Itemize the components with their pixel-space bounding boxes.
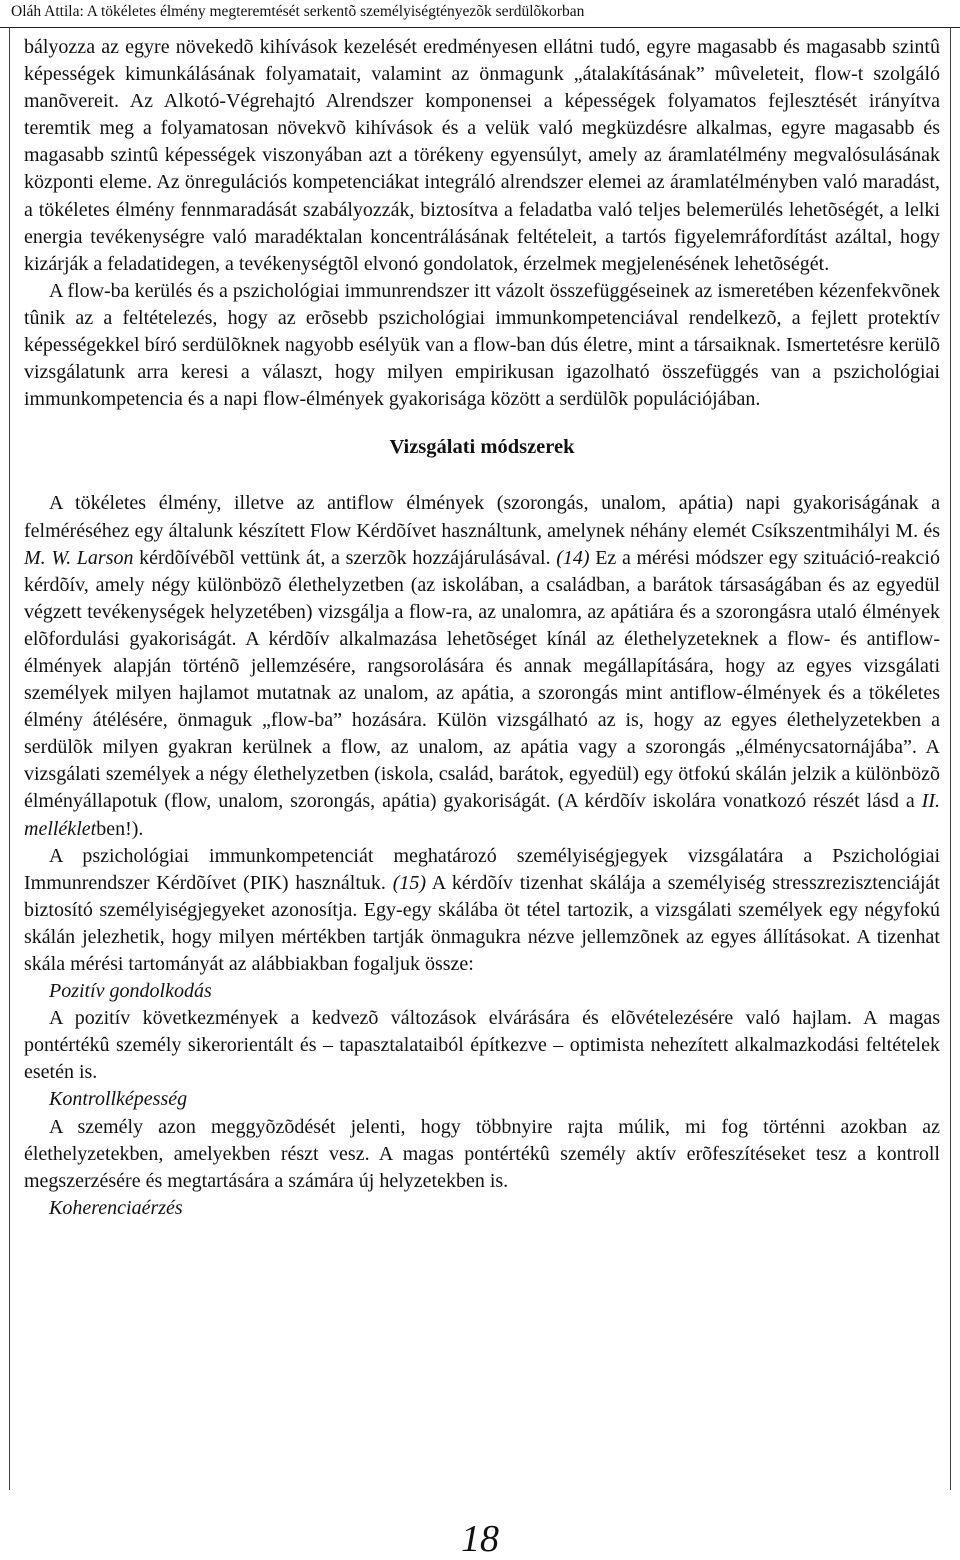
body-text (24, 34, 940, 1222)
paragraph-2: A flow-ba kerülés és a pszichológiai immunrendszer itt vázolt összefüggéseinek az ismeretében kézenfekvõnek tûnik az a feltételezés, hogy az erõsebb pszichológiai immunkompetenciával rendelkezõ, a fejlett protektív képességekkel bíró serdülõknek nagyobb esélyük van a flow-ban dús életre, mint a társaiknak. Ismertetésre kerülõ vizsgálatunk arra keresi a választ, hogy milyen empirikusan igazolható összefüggés van a pszichológiai immunkompetencia és a napi flow-élmények gyakorisága között a serdülõk populációjában. (24, 279, 940, 411)
paragraph-5: A pozitív következmények a kedvezõ változások elvárására és elõvételezésére való hajlam. A magas pontértékû személy sikerorientált és – tapasztalataiból építkezve – optimista nehezített alkalmazkodási feltételek esetén is. (24, 1007, 940, 1084)
paragraph-3-text-d: ben!). (96, 817, 144, 840)
paragraph-4 (24, 843, 940, 978)
paragraph-4-text-a: A pszichológiai immunkompetenciát meghatározó személyiségjegyek vizsgálatára a Pszichológiai Immunrendszer Kérdõívet (PIK) használtuk. (24, 844, 940, 894)
appendix-reference: II. melléklet (24, 790, 940, 840)
paragraph-1: bályozza az egyre növekedõ kihívások kezelését eredményesen ellátni tudó, egyre magasabb és magasabb szintû képességek kimunkálásának folyamatait, valamint az önmagunk „átalakításának” mûveleteit, flow-t szolgáló manõvereit. Az Alkotó-Végrehajtó Alrendszer komponensei a képességek folyamatos fejlesztését irányítva teremtik meg a folyamatosan növekvõ kihívások és a velük való megküzdésre alkalmas, egyre magasabb és magasabb szintû képességek viszonyában azt a törékeny egyensúlyt, amely az áramlatélmény megvalósulásának központi eleme. Az önregulációs kompetenciákat integráló alrendszer elemei az áramlatélményben való maradást, a tökéletes élmény fennmaradását szabályozzák, biztosítva a feladatba való teljes belemerülés lehetõségét, a lelki energia tevékenységre való maradéktalan koncentrálásának feltételeit, a tartós figyelemráfordítást azáltal, hogy kizárják a feladatidegen, a tevékenységtõl elvonó gondolatok, érzelmek megjelenésének lehetõségét. (24, 36, 940, 275)
header-rule (0, 27, 960, 28)
subheading-control: Kontrollképesség (49, 1088, 188, 1111)
left-margin-rule (9, 28, 10, 1490)
author-name: M. W. Larson (24, 546, 134, 569)
reference-15: (15) (392, 871, 427, 894)
paragraph-3 (24, 490, 940, 842)
right-margin-rule (950, 28, 951, 1490)
subheading-positive-thinking: Pozitív gondolkodás (49, 980, 212, 1003)
paragraph-6: A személy azon meggyõzõdését jelenti, hogy többnyire rajta múlik, mi fog történni azokban az élethelyzetekben, amelyekben részt vesz. A magas pontértékû személy aktív erõfeszítéseket tesz a kontroll megszerzésére és megtartására a számára új helyzetekben is. (24, 1115, 940, 1192)
page-number: 18 (461, 1518, 499, 1560)
paragraph-4-text-b: A kérdõív tizenhat skálája a személyiség stresszrezisztenciáját biztosító személyiségjegyeket azonosítja. Egy-egy skálába öt tétel tartozik, a vizsgálati személyek egy négyfokú skálán jelezhetik, hogy milyen mértékben tartják önmagukra nézve jellemzõnek az egyes állításokat. A tizenhat skála mérési tartományát az alábbiakban fogaljuk össze: (24, 871, 940, 975)
subheading-coherence: Koherenciaérzés (49, 1196, 183, 1219)
paragraph-3-text-a: A tökéletes élmény, illetve az antiflow élmények (szorongás, unalom, apátia) napi gyakoriságának a felméréséhez egy általunk készített Flow Kérdõívet használtunk, amelynek néhány elemét Csíkszentmihályi M. és (24, 492, 940, 542)
paragraph-3-text-c: Ez a mérési módszer egy szituáció-reakció kérdõív, amely négy különbözõ élethelyzetben (az iskolában, a családban, a barátok társaságában és az egyedül végzett tevékenységek helyzetében) vizsgálja a flow-ra, az unalomra, az apátiára és a szorongásra utaló élmények elõfordulási gyakoriságát. A kérdõív alkalmazása lehetõséget kínál az élethelyzeteknek a flow- és antiflow-élmények alapján történõ jellemzésére, rangsorolására és annak megállapítására, hogy az egyes vizsgálati személyek milyen hajlamot mutatnak az unalom, az apátia, a szorongás mint antiflow-élmények és a tökéletes élmény átélésére, önmaguk „flow-ba” hozására. Külön vizsgálható az is, hogy az egyes élethelyzetekben a serdülõk milyen gyakran kerülnek a flow, az unalom, az apátia vagy a szorongás „élménycsatornájába”. A vizsgálati személyek a négy élethelyzetben (iskola, család, barátok, egyedül) egy ötfokú skálán jelzik a különbözõ élményállapotuk (flow, unalom, szorongás, apátia) gyakoriságát. (A kérdõív iskolára vonatkozó részét lásd a (24, 546, 940, 813)
running-header: Oláh Attila: A tökéletes élmény megteremtését serkentõ személyiségtényezõk serdülõkorban (11, 3, 585, 20)
reference-14: (14) (556, 546, 590, 569)
paragraph-3-text-b: kérdõívébõl vettünk át, a szerzõk hozzájárulásával. (139, 546, 551, 569)
section-title: Vizsgálati módszerek (389, 436, 575, 459)
